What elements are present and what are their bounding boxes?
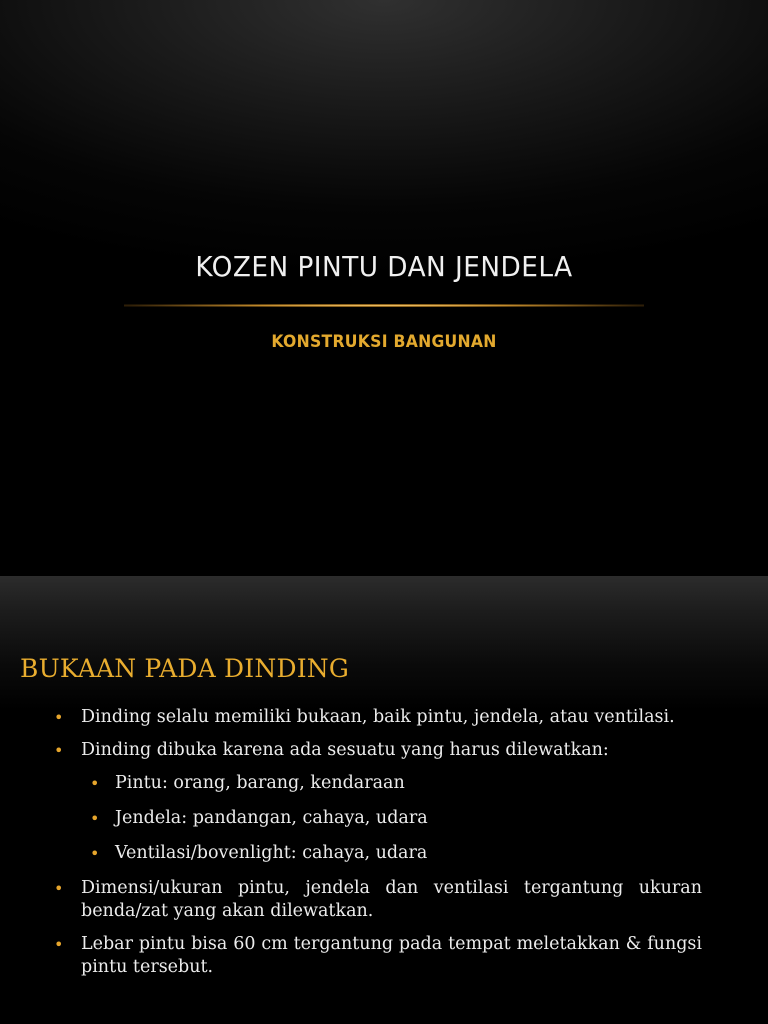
bullet-icon: • [54, 935, 64, 954]
bullet-list [0, 706, 768, 989]
sub-bullet-item [0, 807, 768, 830]
bullet-item [0, 933, 768, 979]
sub-bullet-item [0, 842, 768, 865]
bullet-text: Lebar pintu bisa 60 cm tergantung pada tempat meletakkan & fungsi pintu tersebut. [81, 934, 702, 977]
bullet-icon: • [90, 774, 100, 793]
bullet-item [0, 706, 768, 729]
bullet-text: Dinding dibuka karena ada sesuatu yang harus dilewatkan: [81, 740, 609, 760]
bullet-text: Dinding selalu memiliki bukaan, baik pintu, jendela, atau ventilasi. [81, 707, 675, 727]
bullet-text: Dimensi/ukuran pintu, jendela dan ventilasi tergantung ukuran benda/zat yang akan dilewatkan. [81, 878, 702, 921]
bullet-text: Jendela: pandangan, cahaya, udara [115, 808, 428, 828]
bullet-icon: • [54, 741, 64, 760]
bullet-icon: • [90, 844, 100, 863]
slide-title: KOZEN PINTU DAN JENDELA [195, 250, 573, 283]
bullet-icon: • [90, 809, 100, 828]
bullet-item [0, 739, 768, 762]
sub-bullet-item [0, 772, 768, 795]
bullet-icon: • [54, 708, 64, 727]
bullet-text: Ventilasi/bovenlight: cahaya, udara [115, 843, 428, 863]
content-slide [0, 576, 768, 1024]
bullet-icon: • [54, 879, 64, 898]
slide-subtitle: KONSTRUKSI BANGUNAN [271, 332, 497, 352]
bullet-text: Pintu: orang, barang, kendaraan [115, 773, 405, 793]
title-divider [124, 304, 644, 307]
bullet-item [0, 877, 768, 923]
content-heading: BUKAAN PADA DINDING [20, 654, 350, 683]
